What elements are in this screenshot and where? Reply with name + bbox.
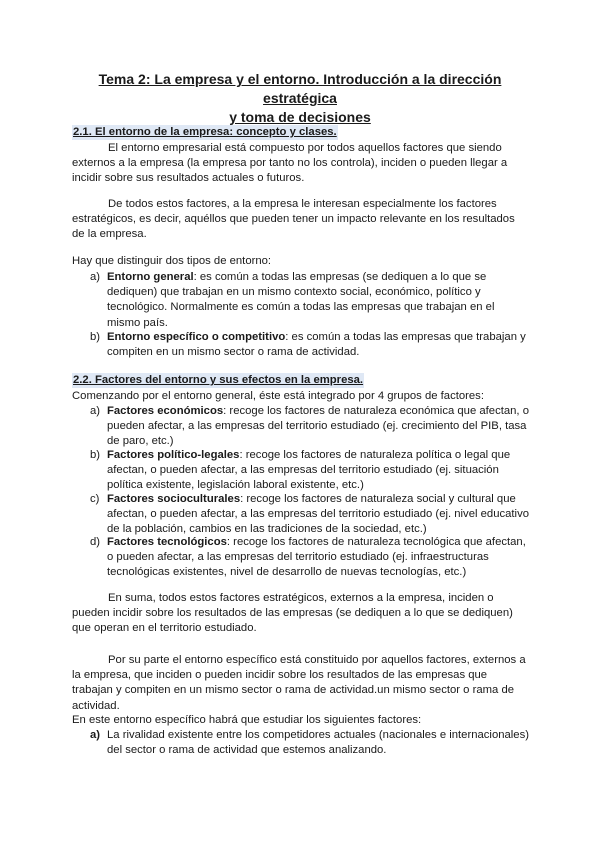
paragraph-entorno-especifico: Por su parte el entorno específico está constituido por aquellos factores, externos a la empresa, que inciden o pueden incidir sobre los resultados de las empresas que trabajan y compiten en un mismo sector o rama de actividad.un mismo sector o rama de actividad. [72,654,526,712]
list-item [90,535,530,581]
list-item [90,404,530,450]
list-term: Factores socioculturales [107,493,241,505]
paragraph-factores-estrategicos: De todos estos factores, a la empresa le interesan especialmente los factores estratégicos, es decir, aquéllos que pueden tener un impacto relevante en los resultados de la empresa. [72,198,515,241]
title-line-1: Tema 2: La empresa y el entorno. Introducción a la dirección estratégica [98,71,502,106]
list-marker: a) [90,729,101,741]
list-item [90,270,530,331]
list-term: Factores político-legales [107,449,240,461]
list-marker: b) [90,331,101,343]
paragraph-grupos-intro: Comenzando por el entorno general, éste está integrado por 4 grupos de factores: [72,390,484,402]
list-text: : es común a todas las empresas (se dediquen a lo que se dediquen) que trabajan en un mismo contexto social, económico, político y tecnológico. Normalmente es común a todas las empresas que trabajan en el mismo país. [107,271,495,329]
list-item [90,728,530,758]
paragraph-entorno-definition: El entorno empresarial está compuesto por todos aquellos factores que siendo externos a la empresa (la empresa por tanto no los controla), inciden o pueden llegar a incidir sobre sus resultados actuales o futuros. [72,142,508,185]
list-marker: a) [90,271,101,283]
list-text: La rivalidad existente entre los competidores actuales (nacionales e internacionales) del sector o rama de actividad que estemos analizando. [107,729,529,757]
list-term: Factores económicos [107,405,224,417]
paragraph-factores-especificos-intro: En este entorno específico habrá que estudiar los siguientes factores: [72,714,422,726]
paragraph-en-suma: En suma, todos estos factores estratégicos, externos a la empresa, inciden o pueden incidir sobre los resultados de las empresas (se dediquen a lo que se dediquen) que operan en el territorio estudiado. [72,592,513,635]
list-item [90,330,530,360]
list-term: Entorno específico o competitivo [107,331,286,343]
document-title [60,70,540,127]
list-text: : recoge los factores de naturaleza social y cultural que afectan, o pueden afectar, a las empresas del territorio estudiado (ej. nivel educativo de la población, cambios en las tradiciones de la sociedad, etc.) [107,493,530,536]
section-heading-2-1: 2.1. El entorno de la empresa: concepto y clases. [72,125,338,140]
list-item [90,448,530,494]
list-text: : recoge los factores de naturaleza política o legal que afectan, o pueden afectar, a las empresas del territorio estudiado (ej. situación política existente, legislación laboral existente, etc.) [107,449,511,492]
list-text: : es común a todas las empresas que trabajan y compiten en un mismo sector o rama de actividad. [107,331,526,359]
list-item [90,492,530,538]
list-marker: b) [90,449,101,461]
list-term: Factores tecnológicos [107,536,227,548]
list-marker: a) [90,405,101,417]
list-term: Entorno general [107,271,194,283]
list-marker: c) [90,493,100,505]
paragraph-tipos-intro: Hay que distinguir dos tipos de entorno: [72,255,272,267]
list-text: : recoge los factores de naturaleza económica que afectan, o pueden afectar, a las empresas del territorio estudiado (ej. crecimiento del PIB, tasa de paro, etc.) [107,405,529,448]
title-line-2: y toma de decisiones [229,109,371,125]
list-marker: d) [90,536,101,548]
section-heading-2-2: 2.2. Factores del entorno y sus efectos en la empresa. [72,373,364,388]
list-text: : recoge los factores de naturaleza tecnológica que afectan, o pueden afectar, a las empresas del territorio estudiado (ej. infraestructuras tecnológicas existentes, nivel de desarrollo de nuevas tecnologías, etc.) [107,536,526,579]
